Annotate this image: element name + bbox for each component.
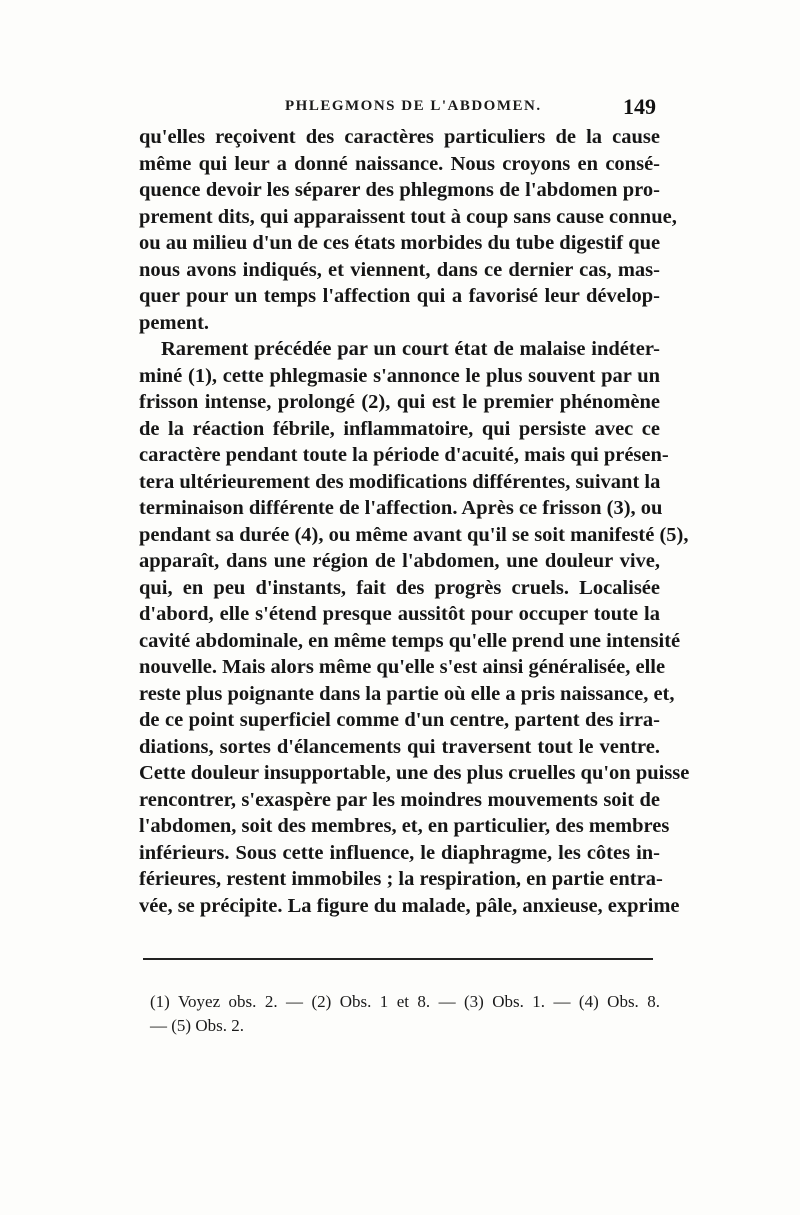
- text-line: férieures, restent immobiles ; la respiration, en partie entra-: [139, 868, 663, 890]
- text-line: terminaison différente de l'affection. Après ce frisson (3), ou: [139, 497, 663, 519]
- text-line: prement dits, qui apparaissent tout à coup sans cause connue,: [139, 205, 677, 228]
- footnotes: [150, 990, 660, 1038]
- text-line: frisson intense, prolongé (2), qui est le premier phénomène: [139, 391, 660, 413]
- text-line: nouvelle. Mais alors même qu'elle s'est ainsi généralisée, elle: [139, 656, 666, 678]
- text-line: quence devoir les séparer des phlegmons de l'abdomen pro-: [139, 179, 660, 201]
- body-text: [139, 124, 690, 919]
- text-line: rencontrer, s'exaspère par les moindres mouvements soit de: [139, 788, 660, 811]
- text-line: tera ultérieurement des modifications différentes, suivant la: [139, 470, 661, 493]
- text-line: Cette douleur insupportable, une des plus cruelles qu'on puisse: [139, 762, 690, 784]
- text-line: reste plus poignante dans la partie où elle a pris naissance, et,: [139, 682, 675, 705]
- page-number: 149: [623, 94, 656, 119]
- text-line: miné (1), cette phlegmasie s'annonce le plus souvent par un: [139, 364, 660, 387]
- running-head: [140, 94, 660, 124]
- text-line: caractère pendant toute la période d'acuité, mais qui présen-: [139, 444, 669, 466]
- text-line: diations, sortes d'élancements qui traversent tout le ventre.: [139, 735, 660, 758]
- footnote-line: (1) Voyez obs. 2. — (2) Obs. 1 et 8. — (3) Obs. 1. — (4) Obs. 8.: [150, 992, 660, 1011]
- text-line: ou au milieu d'un de ces états morbides du tube digestif que: [139, 232, 661, 254]
- text-line: inférieurs. Sous cette influence, le diaphragme, les côtes in-: [139, 841, 660, 864]
- text-line: qu'elles reçoivent des caractères particuliers de la cause: [139, 126, 660, 148]
- text-line: d'abord, elle s'étend presque aussitôt pour occuper toute la: [139, 603, 660, 625]
- footnote-line: — (5) Obs. 2.: [150, 1016, 244, 1035]
- text-line: de la réaction fébrile, inflammatoire, qui persiste avec ce: [139, 417, 660, 440]
- text-line: pement.: [139, 311, 210, 334]
- text-line: même qui leur a donné naissance. Nous croyons en consé-: [139, 152, 660, 175]
- text-line: de ce point superficiel comme d'un centre, partent des irra-: [139, 709, 660, 731]
- text-line: qui, en peu d'instants, fait des progrès cruels. Localisée: [139, 576, 660, 599]
- text-line: pendant sa durée (4), ou même avant qu'il se soit manifesté (5),: [139, 523, 689, 546]
- text-line: quer pour un temps l'affection qui a favorisé leur dévelop-: [139, 285, 660, 307]
- running-title: PHLEGMONS DE L'ABDOMEN.: [285, 98, 542, 114]
- text-line: apparaît, dans une région de l'abdomen, une douleur vive,: [139, 550, 660, 572]
- text-line: cavité abdominale, en même temps qu'elle prend une intensité: [139, 629, 681, 652]
- text-line: nous avons indiqués, et viennent, dans ce dernier cas, mas-: [139, 258, 660, 281]
- text-line: Rarement précédée par un court état de malaise indéter-: [161, 338, 660, 360]
- footnote-divider: [143, 958, 653, 960]
- text-line: l'abdomen, soit des membres, et, en particulier, des membres: [139, 815, 670, 837]
- text-line: vée, se précipite. La figure du malade, pâle, anxieuse, exprime: [139, 894, 680, 917]
